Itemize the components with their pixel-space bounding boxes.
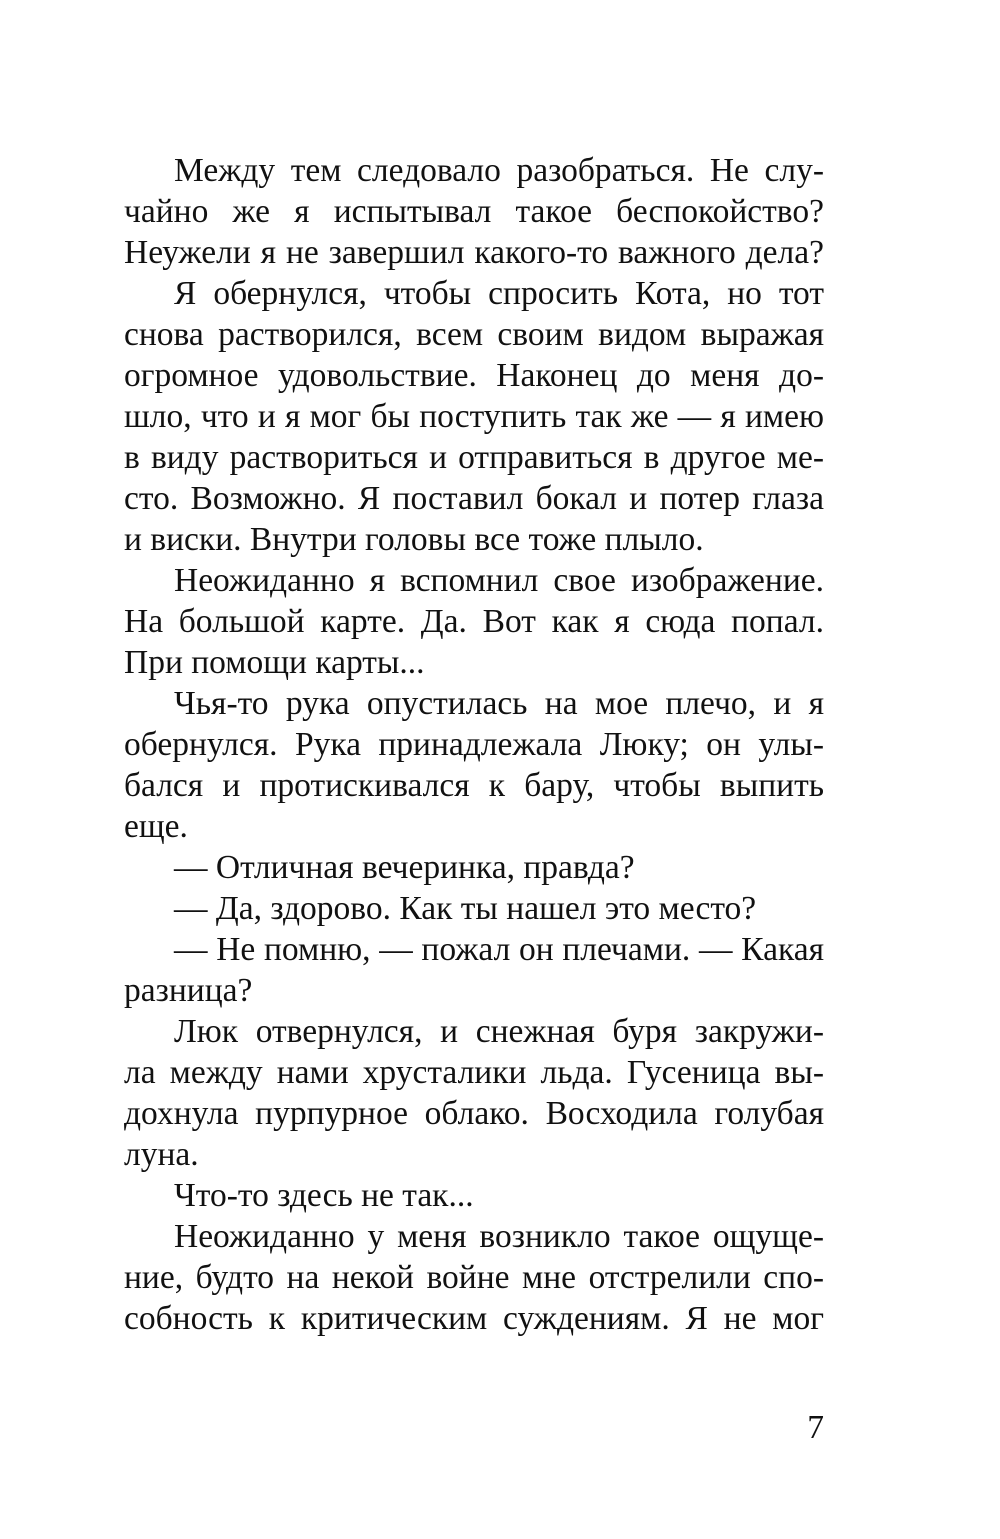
text-line: Между тем следовало разобраться. Не слу- [174, 152, 824, 189]
text-line: При помощи карты... [124, 644, 425, 681]
text-line: ла между нами хрусталики льда. Гусеница вы- [124, 1054, 824, 1091]
text-line: снова растворился, всем своим видом выражая [124, 316, 824, 353]
text-line: разница? [124, 972, 253, 1009]
text-line: Неожиданно я вспомнил свое изображение. [174, 562, 824, 599]
text-line: — Не помню, — пожал он плечами. — Какая [174, 931, 824, 968]
text-line: бался и протискивался к бару, чтобы выпить [124, 767, 824, 804]
text-line: Чья-то рука опустилась на мое плечо, и я [174, 685, 824, 722]
text-line: — Отличная вечеринка, правда? [174, 849, 635, 886]
text-line: — Да, здорово. Как ты нашел это место? [174, 890, 757, 927]
text-line: огромное удовольствие. Наконец до меня до- [124, 357, 824, 394]
page-number: 7 [807, 1409, 824, 1446]
text-line: Неожиданно у меня возникло такое ощуще- [174, 1218, 824, 1255]
text-line: и виски. Внутри головы все тоже плыло. [124, 521, 704, 558]
book-page [124, 0, 824, 1539]
text-line: Я обернулся, чтобы спросить Кота, но тот [174, 275, 824, 312]
text-line: собность к критическим суждениям. Я не мог [124, 1300, 824, 1337]
text-line: в виду раствориться и отправиться в другое ме- [124, 439, 824, 476]
text-line: сто. Возможно. Я поставил бокал и потер глаза [124, 480, 824, 517]
text-line: луна. [124, 1136, 199, 1173]
text-line: Люк отвернулся, и снежная буря закружи- [174, 1013, 824, 1050]
text-line: чайно же я испытывал такое беспокойство? [124, 193, 824, 230]
text-line: На большой карте. Да. Вот как я сюда попал. [124, 603, 824, 640]
text-line: еще. [124, 808, 188, 845]
text-line: дохнула пурпурное облако. Восходила голубая [124, 1095, 824, 1132]
text-line: Неужели я не завершил какого-то важного дела? [124, 234, 824, 271]
text-line: Что-то здесь не так... [174, 1177, 474, 1214]
text-line: обернулся. Рука принадлежала Люку; он улы- [124, 726, 824, 763]
text-line: ние, будто на некой войне мне отстрелили спо- [124, 1259, 824, 1296]
text-line: шло, что и я мог бы поступить так же — я имею [124, 398, 824, 435]
